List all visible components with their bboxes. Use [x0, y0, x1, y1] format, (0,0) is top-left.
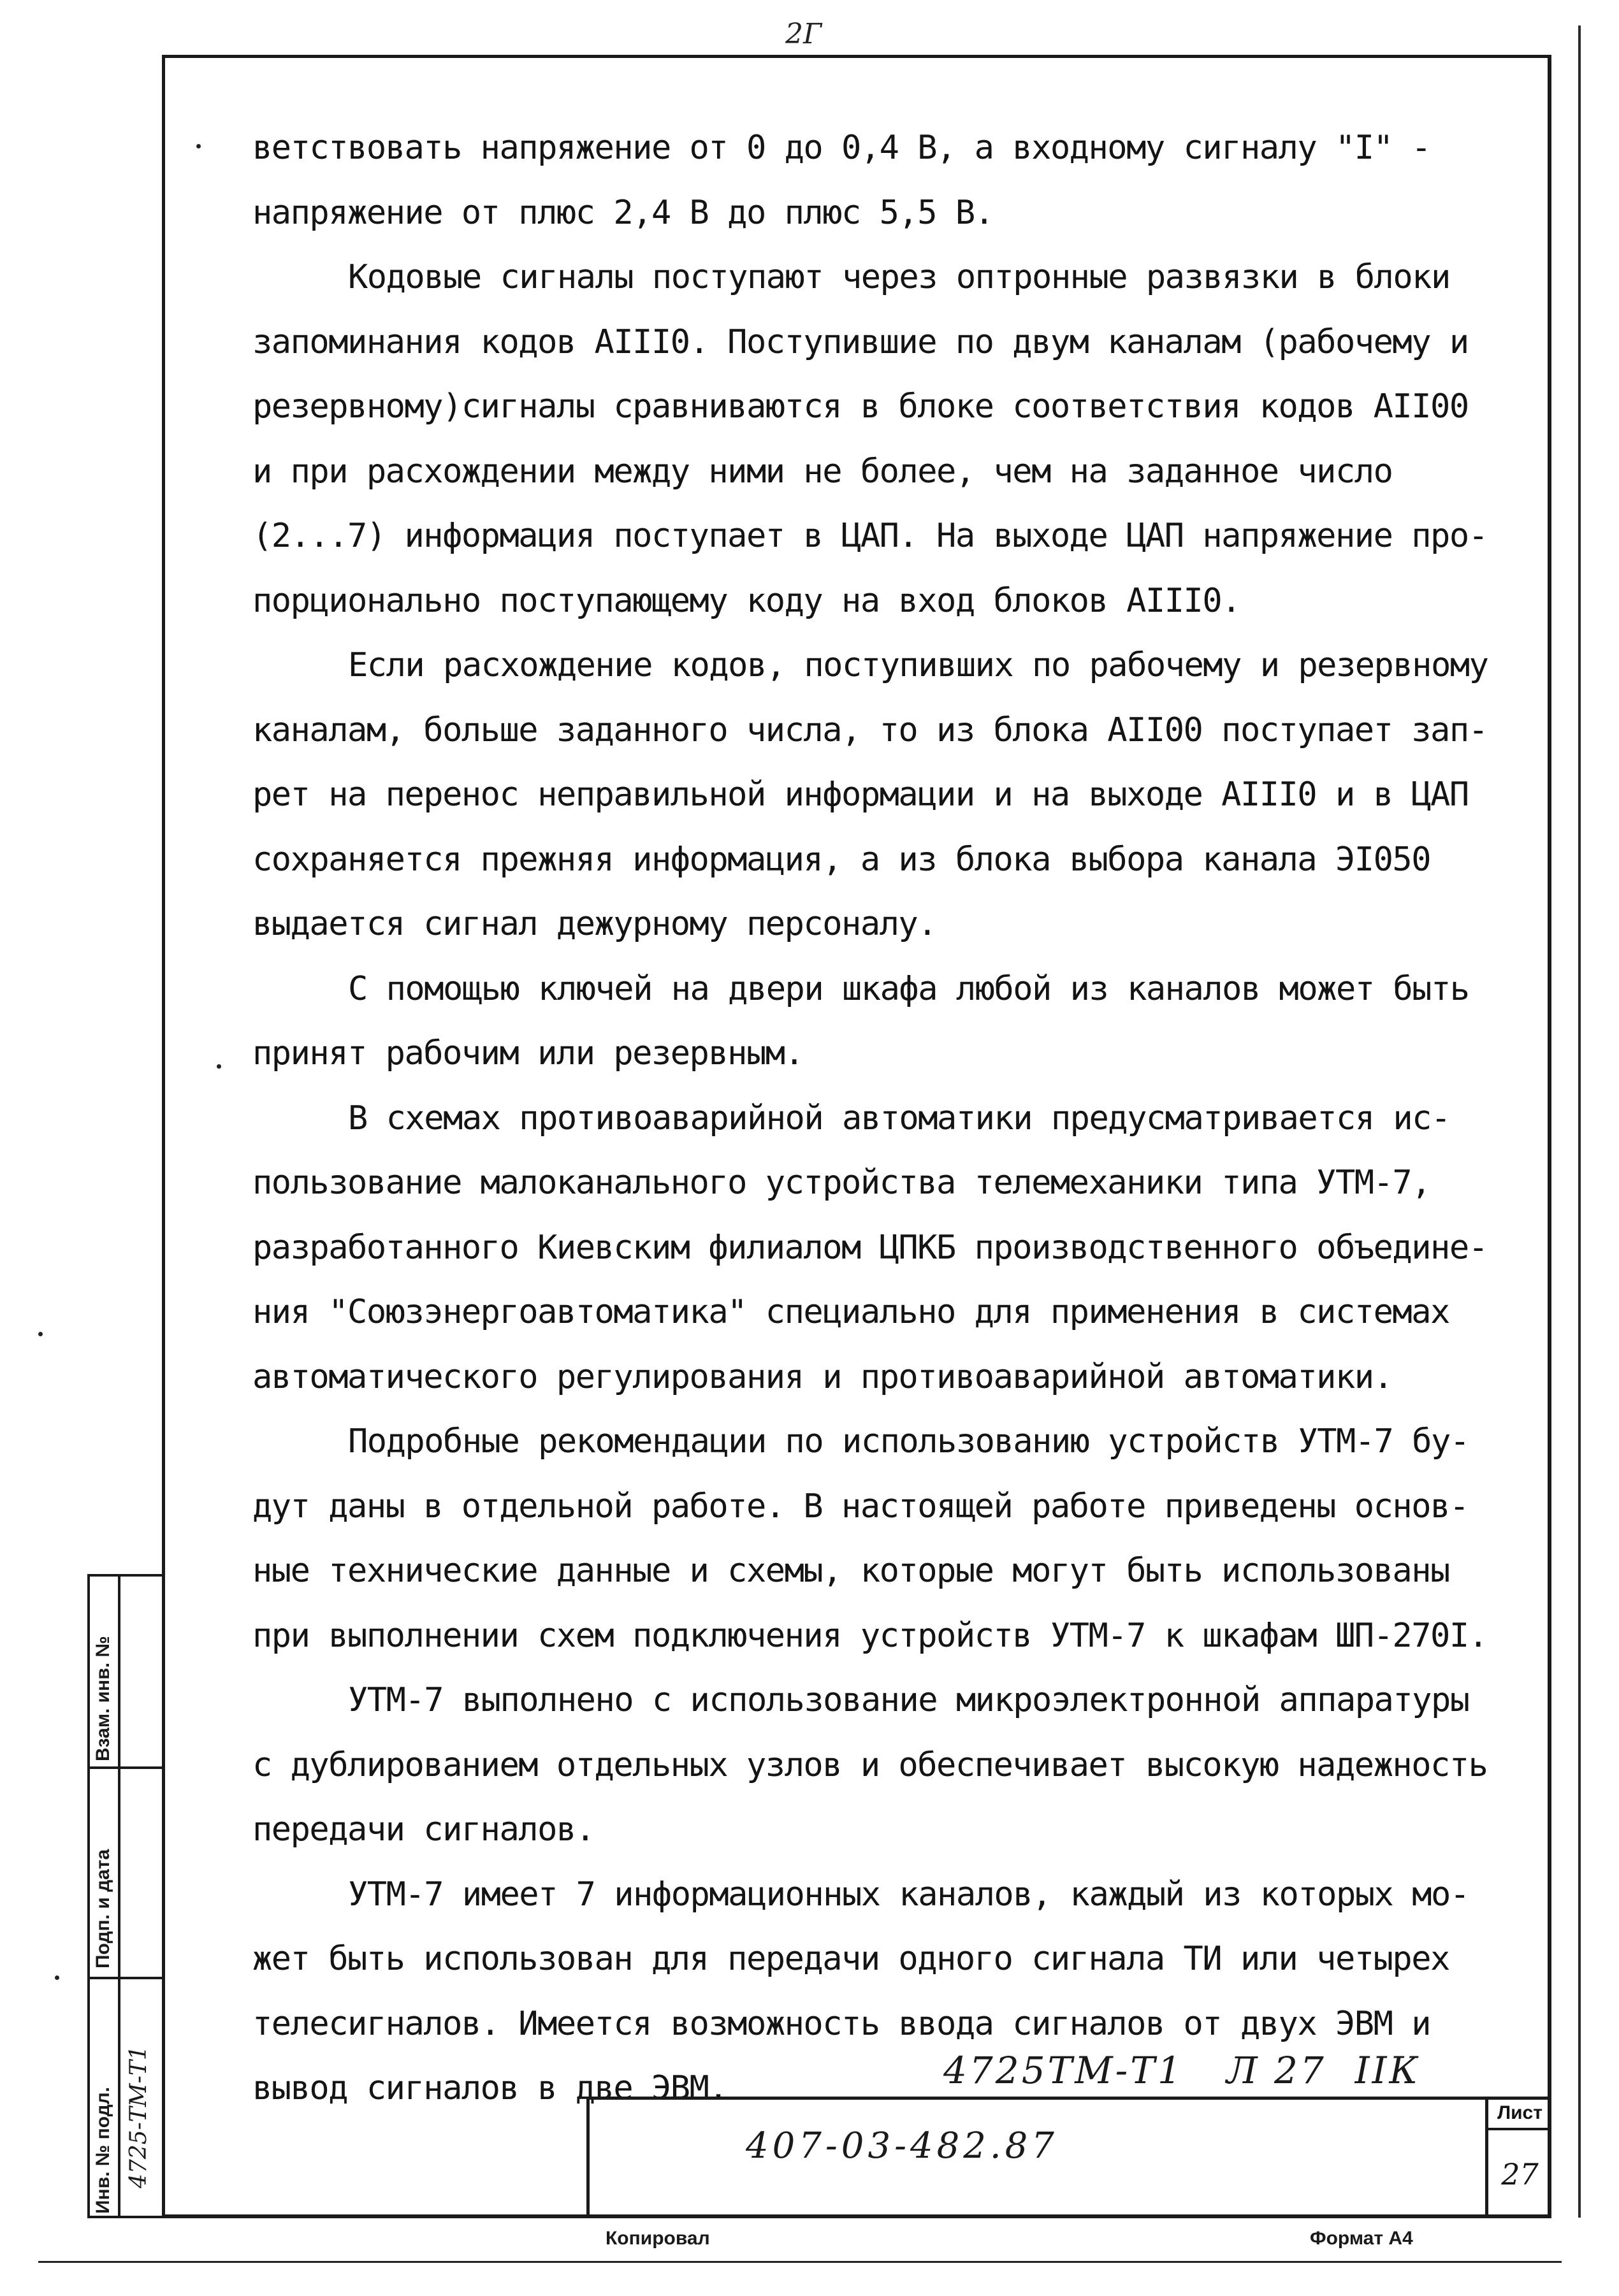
side-stamp-row-divider	[90, 1977, 163, 1979]
handwritten-note: 4725ТМ-Т1 Л 27 IIК	[943, 2049, 1421, 2092]
body-text-line: С помощью ключей на двери шкафа любой из каналов может быть	[348, 969, 1469, 1008]
body-text-line: выдается сигнал дежурному персоналу.	[252, 905, 937, 943]
body-text-line: ветствовать напряжение от 0 до 0,4 В, а входному сигналу "I" -	[252, 129, 1431, 167]
body-text-line: (2...7) информация поступает в ЦАП. На выходе ЦАП напряжение про-	[252, 517, 1488, 555]
side-label-signature-date: Подп. и дата	[92, 1849, 113, 1968]
body-text-line: рет на перенос неправильной информации и на выходе АIII0 и в ЦАП	[252, 776, 1469, 814]
document-code: 407-03-482.87	[746, 2125, 1058, 2167]
side-stamp-divider	[118, 1577, 120, 2216]
body-text-line: В схемах противоаварийной автоматики предусматривается ис-	[348, 1099, 1450, 1137]
sheet-cell	[1485, 2100, 1551, 2218]
sheet-label: Лист	[1488, 2102, 1551, 2130]
body-text-line: принят рабочим или резервным.	[252, 1034, 804, 1072]
body-text-line: каналам, больше заданного числа, то из блока АII00 поступает зап-	[252, 711, 1488, 749]
side-inventory-value: 4725-ТМ-Т1	[126, 2046, 152, 2188]
body-text-line: запоминания кодов АIII0. Поступившие по двум каналам (рабочему и	[252, 322, 1469, 361]
body-text-line: передачи сигналов.	[252, 1810, 595, 1849]
body-text-line: дут даны в отдельной работе. В настоящей работе приведены основ-	[252, 1487, 1469, 1526]
page-top-number: 2Г	[785, 18, 822, 50]
document-body	[252, 116, 1534, 2121]
footer-rule	[38, 2261, 1562, 2263]
footer-copied-by: Копировал	[606, 2228, 710, 2249]
body-text-line: пользование малоканального устройства телемеханики типа УТМ-7,	[252, 1164, 1431, 1202]
side-label-replacement-inv: Взам. инв. №	[92, 1636, 113, 1761]
side-stamp-row-divider	[90, 1766, 163, 1769]
body-text-line: ные технические данные и схемы, которые могут быть использованы	[252, 1552, 1449, 1590]
body-text-line: с дублированием отдельных узлов и обеспечивает высокую надежность	[252, 1745, 1488, 1784]
body-text-line: резервному)сигналы сравниваются в блоке соответствия кодов АII00	[252, 387, 1469, 426]
body-text-line: автоматического регулирования и противоаварийной автоматики.	[252, 1357, 1393, 1396]
body-text-line: и при расхождении между ними не более, чем на заданное число	[252, 452, 1393, 491]
scan-speck	[55, 1975, 59, 1980]
side-stamp	[87, 1574, 163, 2218]
page-edge-line	[1578, 25, 1581, 2218]
scan-speck	[196, 144, 201, 148]
body-text-line: сохраняется прежняя информация, а из блока выбора канала ЭI050	[252, 840, 1431, 879]
body-text-line: разработанного Киевским филиалом ЦПКБ производственного объедине-	[252, 1228, 1488, 1267]
body-text-line: УТМ-7 выполнено с использование микроэлектронной аппаратуры	[348, 1681, 1469, 1719]
scan-speck	[38, 1332, 43, 1336]
body-text-line: напряжение от плюс 2,4 В до плюс 5,5 В.	[252, 193, 994, 232]
body-text-line: Если расхождение кодов, поступивших по рабочему и резервному	[348, 646, 1488, 684]
title-block	[586, 2097, 1551, 2218]
body-text-line: Подробные рекомендации по использованию устройств УТМ-7 бу-	[348, 1422, 1469, 1461]
body-text-line: вывод сигналов в две ЭВМ.	[252, 2069, 728, 2107]
footer-format: Формат А4	[1310, 2228, 1413, 2249]
body-text-line: УТМ-7 имеет 7 информационных каналов, каждый из которых мо-	[348, 1875, 1469, 1914]
body-text-line: порционально поступающему коду на вход блоков АIII0.	[252, 581, 1240, 620]
side-label-original-inv: Инв. № подл.	[92, 2086, 113, 2214]
body-text-line: ния "Союзэнергоавтоматика" специально для применения в системах	[252, 1293, 1449, 1331]
body-text-line: телесигналов. Имеется возможность ввода сигналов от двух ЭВМ и	[252, 2004, 1431, 2043]
sheet-number: 27	[1501, 2157, 1539, 2191]
body-text-line: при выполнении схем подключения устройств УТМ-7 к шкафам ШП-270I.	[252, 1616, 1488, 1655]
body-text-line: жет быть использован для передачи одного сигнала ТИ или четырех	[252, 1940, 1449, 1978]
scan-speck	[217, 1064, 221, 1069]
body-text-line: Кодовые сигналы поступают через оптронные развязки в блоки	[348, 258, 1450, 296]
